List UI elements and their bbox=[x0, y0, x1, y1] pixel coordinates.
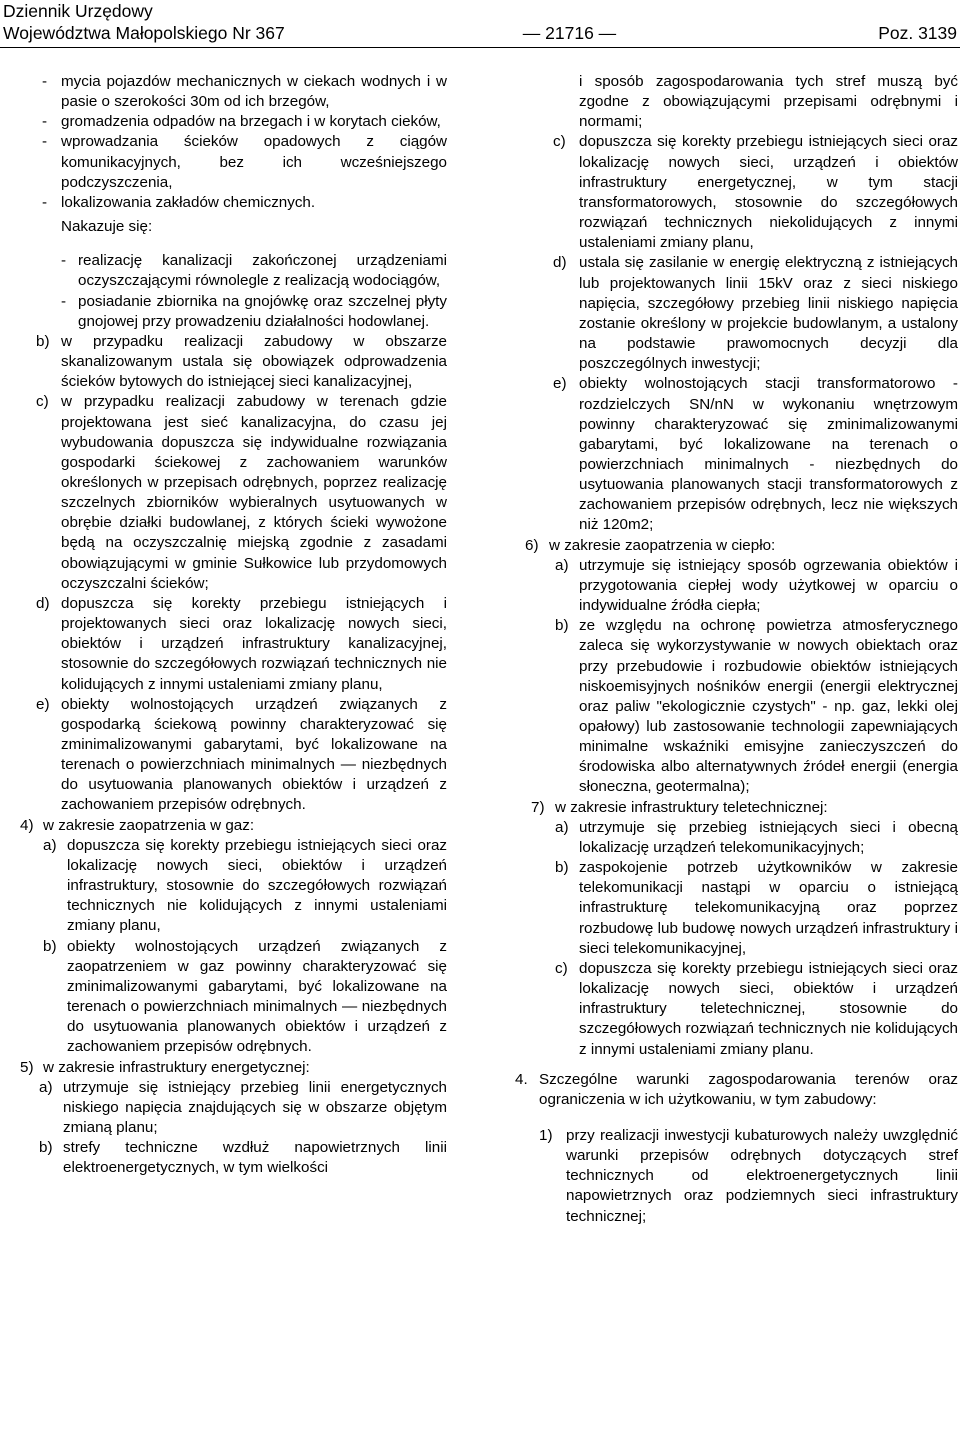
item-text: posiadanie zbiornika na gnojówkę oraz szczelnej płyty gnojowej przy prowadzeniu działalności hodowlanej. bbox=[78, 292, 447, 330]
section-heading-item bbox=[515, 1070, 958, 1110]
list-item bbox=[515, 818, 958, 858]
item-label: d) bbox=[553, 254, 567, 272]
item-label: 4. bbox=[515, 1070, 528, 1088]
item-text: strefy techniczne wzdłuż napowietrznych linii elektroenergetycznych, w tym wielkości bbox=[63, 1139, 447, 1177]
journal-header-line bbox=[3, 22, 957, 44]
item-label: b) bbox=[36, 332, 50, 350]
journal-title: Dziennik Urzędowy bbox=[3, 1, 153, 21]
item-text: gromadzenia odpadów na brzegach i w korytach cieków, bbox=[61, 113, 441, 131]
nakazuje-heading bbox=[20, 217, 447, 237]
item-text: dopuszcza się korekty przebiegu istniejących sieci oraz lokalizację nowych sieci, obiektów i urządzeń infrastruktury, stosownie do szczegółowych rozwiązań technicznych nie kolidujących z innymi ustaleniami zmiany planu, bbox=[67, 836, 447, 935]
item-label: a) bbox=[39, 1078, 53, 1096]
item-text: obiekty wolnostojących urządzeń związanych z gospodarką ściekową powinny charakteryzować się zminimalizowanymi gabarytami, być lokalizowane na terenach o powierzchniach minimalnych — niezbędnych do usytuowania planowanych obiektów i urządzeń z zachowaniem przepisów odrębnych. bbox=[61, 695, 447, 814]
list-item bbox=[20, 836, 447, 937]
list-item bbox=[515, 1126, 958, 1227]
item-label: e) bbox=[553, 375, 567, 393]
list-item bbox=[20, 392, 447, 594]
item-text: dopuszcza się korekty przebiegu istniejących sieci oraz lokalizację nowych sieci, urządzeń i obiektów infrastruktury energetycznej, w tym stacji transformatorowych, stosownie do szczegółowych rozwiązań technicznych niekolidujących z innymi ustaleniami zmiany planu, bbox=[579, 133, 958, 252]
item-text: zaspokojenie potrzeb użytkowników w zakresie telekomunikacji nastąpi w oparciu o istniejącą infrastrukturę telekomunikacyjną oraz poprzez rozbudowę lub budowę nowych urządzeń infrastruktury i sieci telekomunikacyjnej, bbox=[579, 859, 958, 957]
list-item bbox=[515, 616, 958, 797]
item-text: w przypadku realizacji zabudowy w obszarze skanalizowanym ustala się obowiązek odprowadzenia ścieków bytowych do istniejącej sieci kanalizacyjnej, bbox=[61, 332, 447, 391]
item-label: 1) bbox=[539, 1126, 553, 1144]
item-label: 7) bbox=[531, 798, 545, 816]
list-item bbox=[20, 193, 447, 213]
section-item bbox=[515, 798, 958, 818]
item-text: w zakresie infrastruktury energetycznej: bbox=[43, 1058, 310, 1076]
page-number: — 21716 — bbox=[522, 23, 617, 43]
item-text: Szczególne warunki zagospodarowania terenów oraz ograniczenia w ich użytkowaniu, w tym zabudowy: bbox=[539, 1070, 958, 1108]
list-item bbox=[515, 132, 958, 253]
item-label: a) bbox=[555, 818, 569, 836]
item-text: obiekty wolnostojących urządzeń związanych z zaopatrzeniem w gaz powinny charakteryzować się zminimalizowanymi gabarytami, być lokalizowane na terenach o powierzchniach minimalnych — niezbędnych do usytuowania planowanych obiektów i urządzeń z zachowaniem przepisów odrębnych. bbox=[67, 937, 447, 1056]
item-text: przy realizacji inwestycji kubaturowych należy uwzględnić warunki przepisów odrębnych dotyczących stref technicznych od elektroenergetycznych linii napowietrznych oraz podziemnych sieci infrastruktury technicznej; bbox=[566, 1126, 958, 1225]
item-text: ze względu na ochronę powietrza atmosferycznego zaleca się wykorzystywanie w nowych obiektach oraz przy przebudowie i rozbudowie obiektów istniejących niskoemisyjnych nośników energii (energii elektrycznej oraz paliw "ekologicznie czystych" - np. gaz, lekki olej opałowy) lub zastosowanie technologii zapewniających minimalne wskaźniki emisyjne zanieczyszczeń do środowiska albo alternatywnych źródeł energii (energia słoneczna, geotermalna); bbox=[579, 617, 958, 796]
item-text: w zakresie zaopatrzenia w gaz: bbox=[43, 816, 255, 834]
list-item bbox=[515, 858, 958, 959]
item-label: a) bbox=[555, 556, 569, 574]
item-text: w zakresie infrastruktury teletechnicznej: bbox=[555, 798, 828, 816]
journal-publisher: Województwa Małopolskiego Nr 367 bbox=[3, 23, 285, 43]
list-item bbox=[20, 251, 447, 291]
item-label: a) bbox=[43, 836, 57, 854]
item-label: - bbox=[42, 113, 48, 131]
item-label: - bbox=[42, 193, 48, 211]
item-label: b) bbox=[555, 859, 569, 877]
list-item bbox=[20, 937, 447, 1058]
continuation-text bbox=[515, 72, 958, 132]
item-label: b) bbox=[39, 1139, 53, 1157]
section-item bbox=[20, 1058, 447, 1078]
item-label: - bbox=[61, 292, 67, 310]
section-item bbox=[515, 536, 958, 556]
item-text: obiekty wolnostojących stacji transformatorowo - rozdzielczych SN/nN w wykonaniu wnętrzowym powinny charakteryzować się zminimalizowanymi gabarytami, być lokalizowane na terenach o powierzchniach minimalnych - niezbędnych do usytuowania planowanych stacji transformatorowych z zachowaniem przepisów odrębnych, lecz nie większych niż 120m2; bbox=[579, 375, 958, 534]
item-text: utrzymuje się istniejący przebieg linii energetycznych niskiego napięcia znajdujących się w obszarze objętym zmianą planu; bbox=[63, 1078, 447, 1136]
right-column bbox=[515, 72, 958, 1227]
section-item bbox=[20, 816, 447, 836]
item-text: dopuszcza się korekty przebiegu istniejących i projektowanych sieci oraz lokalizację nowych sieci, obiektów i urządzeń infrastruktury kanalizacyjnej, stosownie do szczegółowych rozwiązań technicznych nie kolidujących z innymi ustaleniami zmiany planu, bbox=[61, 594, 447, 693]
item-label: d) bbox=[36, 594, 50, 612]
list-item bbox=[515, 253, 958, 374]
item-label: c) bbox=[553, 133, 566, 151]
item-text: ustala się zasilanie w energię elektryczną z istniejących lub projektowanych linii 15kV oraz z sieci niskiego napięcia, szczegółowy przebieg linii niskiego napięcia zostanie określony w projekcie budowlanym, a ustalony na podstawie prawomocnych decyzji dla poszczególnych inwestycji; bbox=[579, 254, 958, 373]
list-item bbox=[20, 292, 447, 332]
item-label: c) bbox=[36, 393, 49, 411]
list-item bbox=[20, 112, 447, 132]
list-item bbox=[20, 332, 447, 392]
item-text: w przypadku realizacji zabudowy w terenach gdzie projektowana jest sieć kanalizacyjna, do czasu jej wybudowania dopuszcza się indywidualne rozwiązania gospodarki ściekowej z zachowaniem warunków określonych w przepisach odrębnych, poprzez realizację szczelnych zbiorników wybieralnych usytuowanych w obrębie działki budowlanej, z których ścieki wywożone będą na oczyszczalnię miejską zgodnie z zasadami obowiązującymi w gminie Sułkowice lub przydomowych oczyszczalni ścieków; bbox=[61, 393, 447, 592]
item-text: wprowadzania ścieków opadowych z ciągów komunikacyjnych, bez ich wcześniejszego podczyszczenia, bbox=[61, 133, 447, 191]
list-item bbox=[20, 132, 447, 192]
item-label: - bbox=[61, 252, 67, 270]
item-label: b) bbox=[555, 617, 569, 635]
position-number: Poz. 3139 bbox=[878, 23, 957, 43]
item-text: w zakresie zaopatrzenia w ciepło: bbox=[549, 536, 776, 554]
item-text: i sposób zagospodarowania tych stref muszą być zgodne z obowiązującymi przepisami odrębnymi i normami; bbox=[579, 73, 958, 131]
item-label: - bbox=[42, 73, 48, 90]
item-text: utrzymuje się istniejący sposób ogrzewania obiektów i przygotowania ciepłej wody użytkowej w oparciu o indywidualne źródła ciepła; bbox=[579, 556, 958, 615]
list-item bbox=[20, 1138, 447, 1178]
item-label: b) bbox=[43, 937, 57, 955]
item-label: e) bbox=[36, 695, 50, 713]
list-item bbox=[515, 374, 958, 535]
item-text: Nakazuje się: bbox=[61, 218, 153, 236]
list-item bbox=[515, 556, 958, 616]
item-text: dopuszcza się korekty przebiegu istniejących sieci oraz lokalizację nowych sieci, obiektów i urządzeń infrastruktury teletechnicznej, stosownie do szczegółowych rozwiązań technicznych nie kolidujących z innymi ustaleniami zmiany planu. bbox=[579, 959, 958, 1058]
item-text: mycia pojazdów mechanicznych w ciekach wodnych i w pasie o szerokości 30m od ich brzegów, bbox=[61, 73, 447, 111]
item-text: utrzymuje się przebieg istniejących sieci i obecną lokalizację urządzeń telekomunikacyjnych; bbox=[579, 818, 958, 856]
item-label: 4) bbox=[20, 816, 34, 834]
left-column bbox=[20, 72, 447, 1178]
header-rule bbox=[0, 47, 960, 48]
item-label: 5) bbox=[20, 1058, 34, 1076]
list-item bbox=[20, 594, 447, 695]
list-item bbox=[20, 1078, 447, 1138]
item-label: c) bbox=[555, 959, 568, 977]
list-item bbox=[515, 959, 958, 1060]
item-label: - bbox=[42, 133, 48, 151]
list-item bbox=[20, 72, 447, 112]
item-label: 6) bbox=[525, 536, 539, 554]
item-text: lokalizowania zakładów chemicznych. bbox=[61, 193, 316, 211]
list-item bbox=[20, 695, 447, 816]
item-text: realizację kanalizacji zakończonej urządzeniami oczyszczającymi równolegle z realizacją wodociągów, bbox=[78, 252, 447, 290]
